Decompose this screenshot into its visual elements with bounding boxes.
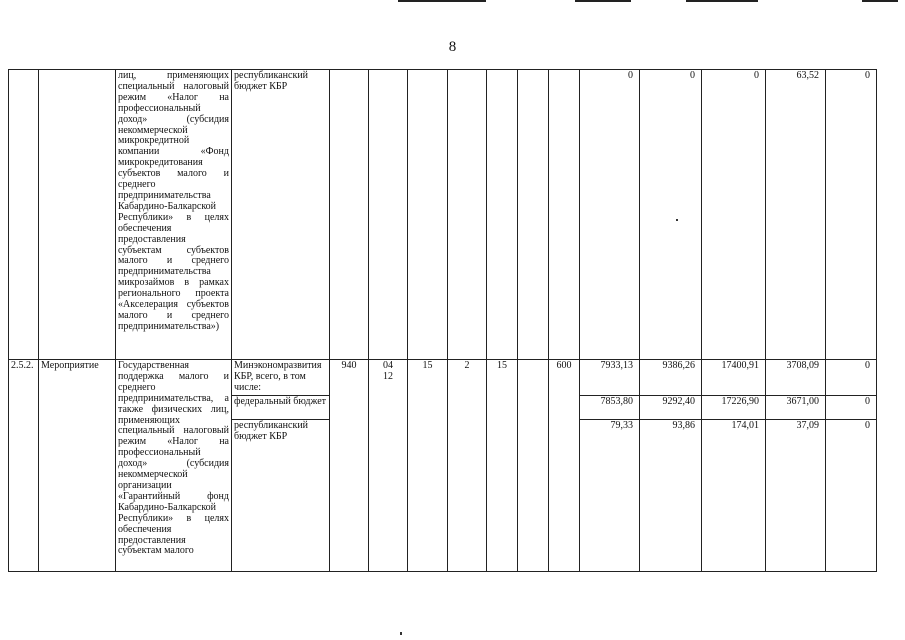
code-cell xyxy=(487,70,518,360)
value-cell: 17400,91 xyxy=(702,360,766,396)
code-cell xyxy=(549,70,580,360)
value-cell: 37,09 xyxy=(766,420,826,572)
value-cell: 7853,80 xyxy=(580,396,640,420)
item-description-cell: лиц, применяющих специальный налоговый режим «Налог на профессиональный доход» (субсидия некоммерческой микрокредитной компании «Фонд микрокредитования субъектов малого и среднего предпринимательства Кабардино-Балкарской Республики» в целях обеспечения предоставления субъектам субъектов малого и среднего предпринимательства микрозаймов в рамках регионального проекта «Акселерация субъектов малого и среднего предпринимательства») xyxy=(116,70,232,360)
top-rule xyxy=(862,0,898,2)
page-number: 8 xyxy=(448,39,457,55)
item-number-cell: 2.5.2. xyxy=(9,360,39,572)
code-cell: 15 xyxy=(487,360,518,572)
table-row xyxy=(9,70,877,360)
code-cell: 15 xyxy=(408,360,448,572)
funding-source-cell: федеральный бюджет xyxy=(232,396,330,420)
value-cell: 17226,90 xyxy=(702,396,766,420)
item-number-cell xyxy=(9,70,39,360)
code-cell xyxy=(448,70,487,360)
value-cell: 63,52 xyxy=(766,70,826,360)
funding-source-cell: республиканский бюджет КБР xyxy=(232,420,330,572)
code-cell: 2 xyxy=(448,360,487,572)
funding-source-cell: Минэкономразвития КБР, всего, в том числе: xyxy=(232,360,330,396)
item-kind-cell xyxy=(39,70,116,360)
code-cell xyxy=(408,70,448,360)
value-cell: 3708,09 xyxy=(766,360,826,396)
scan-speck xyxy=(676,219,678,221)
top-rule xyxy=(686,0,758,2)
code-cell: 600 xyxy=(549,360,580,572)
value-cell: 0 xyxy=(702,70,766,360)
value-cell: 9292,40 xyxy=(640,396,702,420)
value-cell: 93,86 xyxy=(640,420,702,572)
code-cell xyxy=(330,70,369,360)
code-cell: 04 12 xyxy=(369,360,408,572)
top-rule xyxy=(398,0,486,2)
value-cell: 0 xyxy=(826,396,877,420)
top-rule xyxy=(575,0,631,2)
value-cell: 174,01 xyxy=(702,420,766,572)
code-cell: 940 xyxy=(330,360,369,572)
scan-speck xyxy=(400,632,402,635)
value-cell: 7933,13 xyxy=(580,360,640,396)
value-cell: 0 xyxy=(640,70,702,360)
value-cell: 0 xyxy=(826,70,877,360)
value-cell: 79,33 xyxy=(580,420,640,572)
value-cell: 0 xyxy=(580,70,640,360)
program-table xyxy=(8,69,877,572)
funding-source-cell: республиканский бюджет КБР xyxy=(232,70,330,360)
value-cell: 0 xyxy=(826,360,877,396)
value-cell: 3671,00 xyxy=(766,396,826,420)
value-cell: 9386,26 xyxy=(640,360,702,396)
code-cell xyxy=(518,360,549,572)
code-cell xyxy=(518,70,549,360)
value-cell: 0 xyxy=(826,420,877,572)
code-cell xyxy=(369,70,408,360)
item-kind-cell: Мероприятие xyxy=(39,360,116,572)
item-description-cell: Государственная поддержка малого и среднего предпринимательства, а также физических лиц, применяющих специальный налоговый режим «Налог на профессиональный доход» (субсидия некоммерческой организации «Гарантийный фонд Кабардино-Балкарской Республики» в целях обеспечения предоставления субъектам малого xyxy=(116,360,232,572)
table-row xyxy=(9,360,877,396)
